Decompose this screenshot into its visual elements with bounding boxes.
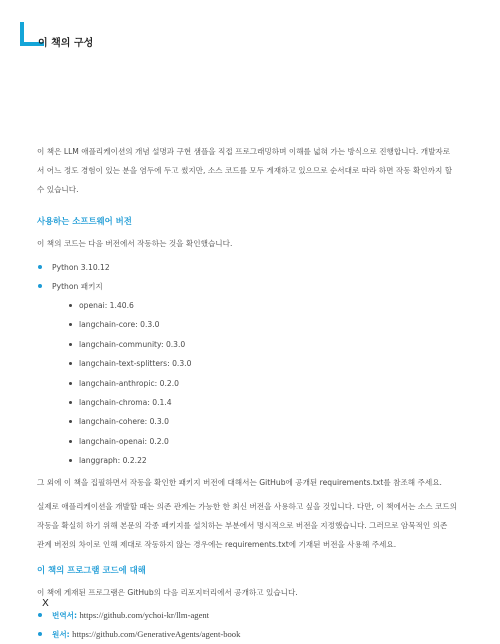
software-versions-heading: 사용하는 소프트웨어 버전	[37, 216, 132, 226]
requirements-paragraph: 그 외에 이 책을 집필하면서 작동을 확인한 패키지 버전에 대해서는 GitHub에 공개된 requirements.txt를 참조해 주세요.	[37, 477, 442, 487]
repository-label: 번역서:	[52, 610, 78, 620]
package-list	[52, 296, 457, 471]
package-item: langchain-cohere: 0.3.0	[69, 412, 457, 431]
repository-label: 원서:	[52, 629, 70, 639]
package-item: langchain-core: 0.3.0	[69, 315, 457, 334]
packages-label: Python 패키지	[52, 282, 103, 291]
code-intro-paragraph: 이 책에 게재된 프로그램은 GitHub의 다음 리포지터리에서 공개하고 있습니다.	[37, 587, 298, 597]
repository-item-translation	[37, 606, 457, 625]
package-item: langchain-chroma: 0.1.4	[69, 393, 457, 412]
section-title: 이 책의 구성	[38, 38, 94, 49]
dependency-note-paragraph: 실제로 애플리케이션을 개발할 때는 의존 관계는 가능한 한 최신 버전을 사용하고 싶을 것입니다. 다만, 이 책에서는 소스 코드의 작동을 확실히 하기 위해 본문의 각종 패키지를 설치하는 부분에서 명시적으로 버전을 지정했습니다. 그러므로 암묵적인 의존 관계 버전의 차이로 인해 제대로 작동하지 않는 경우에는 requirements.txt에 기재된 버전을 사용해 주세요.	[37, 501, 457, 549]
page-number: X	[42, 598, 49, 609]
software-list	[37, 258, 457, 471]
list-item-python-packages	[37, 277, 457, 471]
repository-item-original	[37, 625, 457, 644]
intro-paragraph: 이 책은 LLM 애플리케이션의 개념 설명과 구현 샘플을 직접 프로그래밍하며 이해를 넓혀 가는 방식으로 진행합니다. 개발자로서 어느 정도 경험이 있는 분을 염두에 두고 썼지만, 소스 코드를 모두 게재하고 있으므로 순서대로 따라 하면 작동 확인까지 할 수 있습니다.	[37, 147, 453, 194]
repository-link[interactable]: https://github.com/GenerativeAgents/agent-book	[72, 628, 241, 639]
package-item: langchain-text-splitters: 0.3.0	[69, 354, 457, 373]
package-item: langgraph: 0.2.22	[69, 451, 457, 470]
program-code-heading: 이 책의 프로그램 코드에 대해	[37, 564, 146, 575]
package-item: langchain-anthropic: 0.2.0	[69, 374, 457, 393]
list-item-python: Python 3.10.12	[37, 258, 457, 277]
software-intro-paragraph: 이 책의 코드는 다음 버전에서 작동하는 것을 확인했습니다.	[37, 239, 233, 248]
package-item: langchain-community: 0.3.0	[69, 335, 457, 354]
package-item: openai: 1.40.6	[69, 296, 457, 315]
repository-link[interactable]: https://github.com/ychoi-kr/llm-agent	[79, 609, 210, 620]
page-content	[37, 142, 457, 644]
package-item: langchain-openai: 0.2.0	[69, 432, 457, 451]
